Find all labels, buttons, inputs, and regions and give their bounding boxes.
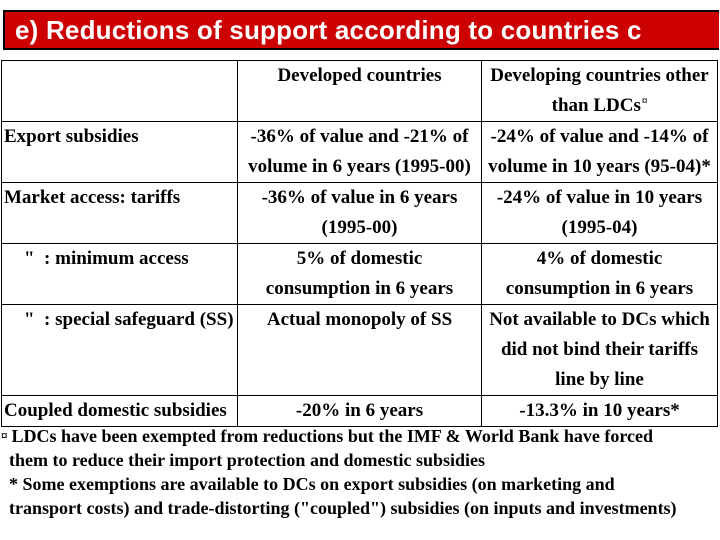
developing-cell xyxy=(482,244,718,305)
cell-line: line by line xyxy=(555,369,644,390)
header-developed xyxy=(238,61,482,122)
table-header-row xyxy=(2,61,718,122)
cell-line: -24% of value in 10 years xyxy=(496,187,703,208)
ldc-note-line2: them to reduce their import protection and domestic subsidies xyxy=(9,450,485,470)
slide-title: e) Reductions of support according to countries c xyxy=(15,15,642,45)
cell-line: Not available to DCs which xyxy=(489,309,710,330)
cell-line: volume in 10 years (95-04)* xyxy=(488,156,711,177)
header-developing-line2: than LDCs xyxy=(551,95,641,116)
developing-cell xyxy=(482,122,718,183)
cell-line: -13.3% in 10 years* xyxy=(519,400,680,421)
table-row-minimum-access xyxy=(2,244,718,305)
cell-line: -24% of value and -14% of xyxy=(490,126,709,147)
row-label: Market access: tariffs xyxy=(2,183,238,244)
cell-line: (1995-04) xyxy=(561,217,638,238)
developing-cell xyxy=(482,396,718,427)
row-label: Coupled domestic subsidies xyxy=(2,396,238,427)
developed-cell xyxy=(238,305,482,396)
ldc-note-line1 xyxy=(1,424,715,448)
developed-cell xyxy=(238,244,482,305)
header-developing xyxy=(482,61,718,122)
cell-line: volume in 6 years (1995-00) xyxy=(248,156,471,177)
ldc-note-mark: ¤ xyxy=(1,428,8,443)
cell-line: Actual monopoly of SS xyxy=(266,309,453,330)
star-note-line1: * Some exemptions are available to DCs on export subsidies (on marketing and xyxy=(9,474,615,494)
header-empty-cell xyxy=(2,61,238,122)
header-developing-line1: Developing countries other xyxy=(490,65,709,86)
developing-cell xyxy=(482,305,718,396)
developed-cell xyxy=(238,183,482,244)
row-label: " : special safeguard (SS) xyxy=(2,305,238,396)
cell-line: 4% of domestic xyxy=(536,248,663,269)
table-row-coupled-domestic-subsidies xyxy=(2,396,718,427)
ldc-note-text: LDCs have been exempted from reductions but the IMF & World Bank have forced xyxy=(11,426,653,446)
reductions-table xyxy=(1,60,718,427)
table-row-export-subsidies xyxy=(2,122,718,183)
slide-title-bar xyxy=(3,10,719,50)
cell-line: -36% of value in 6 years xyxy=(261,187,458,208)
cell-line: 5% of domestic xyxy=(296,248,423,269)
cell-line: consumption in 6 years xyxy=(505,278,694,299)
header-developed-label: Developed countries xyxy=(277,65,442,86)
developed-cell xyxy=(238,122,482,183)
star-note-line2: transport costs) and trade-distorting ("coupled") subsidies (on inputs and investments) xyxy=(9,498,677,518)
developing-cell xyxy=(482,183,718,244)
footnotes xyxy=(1,424,715,520)
row-label: " : minimum access xyxy=(2,244,238,305)
table-row-special-safeguard xyxy=(2,305,718,396)
cell-line: consumption in 6 years xyxy=(265,278,454,299)
ldc-footnote-mark: ¤ xyxy=(641,94,648,107)
table-row-market-access-tariffs xyxy=(2,183,718,244)
row-label: Export subsidies xyxy=(2,122,238,183)
cell-line: -20% in 6 years xyxy=(295,400,424,421)
cell-line: -36% of value and -21% of xyxy=(250,126,469,147)
cell-line: did not bind their tariffs xyxy=(500,339,699,360)
cell-line: (1995-00) xyxy=(321,217,398,238)
developed-cell xyxy=(238,396,482,427)
